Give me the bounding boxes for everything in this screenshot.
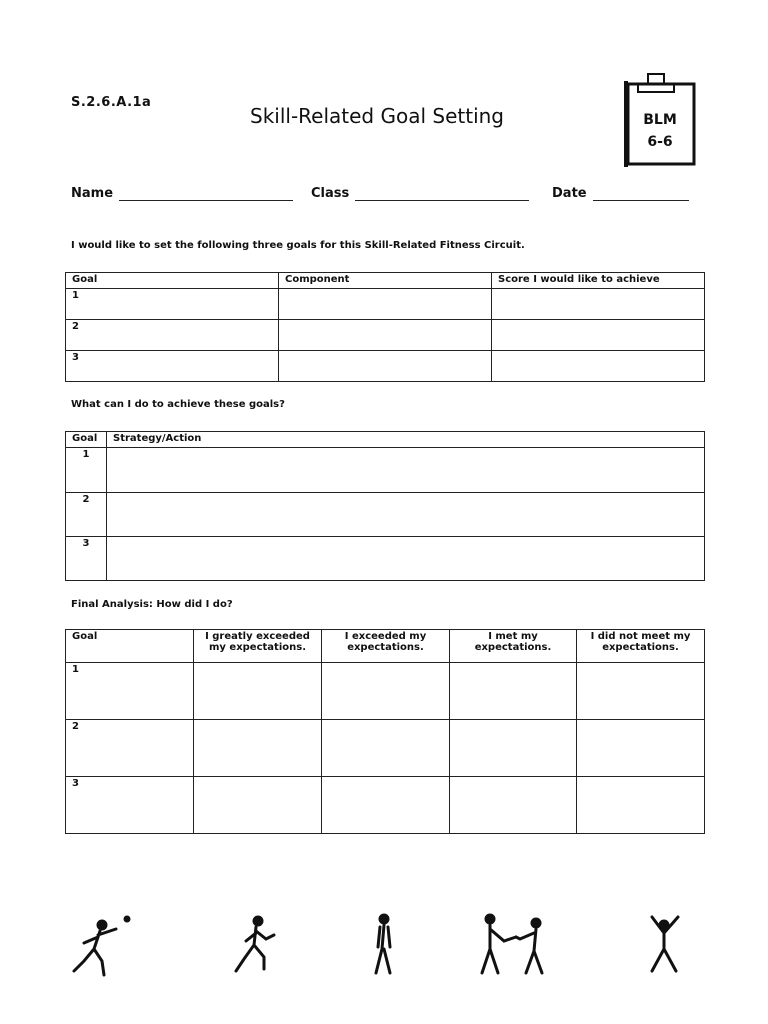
rating-cell[interactable] (194, 720, 322, 777)
strategy-prompt: What can I do to achieve these goals? (71, 399, 285, 410)
class-field[interactable] (311, 186, 529, 201)
table-row (66, 777, 705, 834)
score-cell[interactable] (492, 320, 705, 351)
thrower-figure-icon (74, 917, 129, 975)
badge-line-1: BLM (643, 112, 677, 128)
name-label: Name (71, 186, 114, 201)
class-line[interactable] (355, 186, 529, 201)
rating-cell[interactable] (194, 777, 322, 834)
rating-cell[interactable] (577, 777, 705, 834)
strategy-table (65, 431, 705, 581)
rating-cell[interactable] (322, 777, 450, 834)
class-label: Class (311, 186, 350, 201)
date-field[interactable] (552, 186, 689, 201)
rating-cell[interactable] (322, 720, 450, 777)
goal-number: 1 (66, 289, 279, 320)
goal-number: 1 (66, 448, 107, 493)
table-row (66, 320, 705, 351)
analysis-header-greatly-exceeded: I greatly exceeded my expectations. (194, 630, 322, 663)
goal-number: 2 (66, 720, 194, 777)
goals-table (65, 272, 705, 382)
strategy-header-goal: Goal (66, 432, 107, 448)
goal-number: 3 (66, 351, 279, 382)
goals-header-component: Component (279, 273, 492, 289)
goal-number: 3 (66, 777, 194, 834)
rating-cell[interactable] (450, 777, 577, 834)
analysis-header-exceeded: I exceeded my expectations. (322, 630, 450, 663)
clipboard-badge (622, 72, 702, 168)
name-line[interactable] (119, 186, 293, 201)
document-code: S.2.6.A.1a (71, 95, 152, 110)
strategy-cell[interactable] (107, 448, 705, 493)
athlete-figures-svg (60, 905, 720, 990)
date-label: Date (552, 186, 587, 201)
runner-figure-icon (236, 917, 274, 971)
goal-number: 2 (66, 493, 107, 537)
table-row (66, 720, 705, 777)
table-row (66, 448, 705, 493)
date-line[interactable] (593, 186, 689, 201)
analysis-header-met: I met my expectations. (450, 630, 577, 663)
component-cell[interactable] (279, 351, 492, 382)
table-row (66, 493, 705, 537)
score-cell[interactable] (492, 351, 705, 382)
strategy-cell[interactable] (107, 493, 705, 537)
analysis-prompt: Final Analysis: How did I do? (71, 599, 233, 610)
partners-figure-icon (482, 915, 542, 973)
standing-figure-icon (376, 915, 390, 973)
score-cell[interactable] (492, 289, 705, 320)
student-info-row (71, 186, 711, 206)
analysis-header-not-met: I did not meet my expectations. (577, 630, 705, 663)
table-row (66, 663, 705, 720)
table-row (66, 351, 705, 382)
rating-cell[interactable] (322, 663, 450, 720)
rating-cell[interactable] (194, 663, 322, 720)
rating-cell[interactable] (577, 663, 705, 720)
goal-number: 3 (66, 537, 107, 581)
table-row (66, 289, 705, 320)
rating-cell[interactable] (577, 720, 705, 777)
page-title: Skill-Related Goal Setting (250, 104, 504, 128)
component-cell[interactable] (279, 320, 492, 351)
goal-number: 2 (66, 320, 279, 351)
table-row (66, 537, 705, 581)
name-field[interactable] (71, 186, 293, 201)
strategy-header-action: Strategy/Action (107, 432, 705, 448)
analysis-header-goal: Goal (66, 630, 194, 663)
rating-cell[interactable] (450, 720, 577, 777)
badge-line-2: 6-6 (647, 134, 673, 150)
goals-header-goal: Goal (66, 273, 279, 289)
athlete-figures (60, 905, 720, 990)
jumping-jack-figure-icon (652, 917, 678, 971)
goals-prompt: I would like to set the following three goals for this Skill-Related Fitness Circuit. (71, 240, 525, 251)
goals-header-score: Score I would like to achieve (492, 273, 705, 289)
component-cell[interactable] (279, 289, 492, 320)
rating-cell[interactable] (450, 663, 577, 720)
strategy-cell[interactable] (107, 537, 705, 581)
analysis-table (65, 629, 705, 834)
goal-number: 1 (66, 663, 194, 720)
